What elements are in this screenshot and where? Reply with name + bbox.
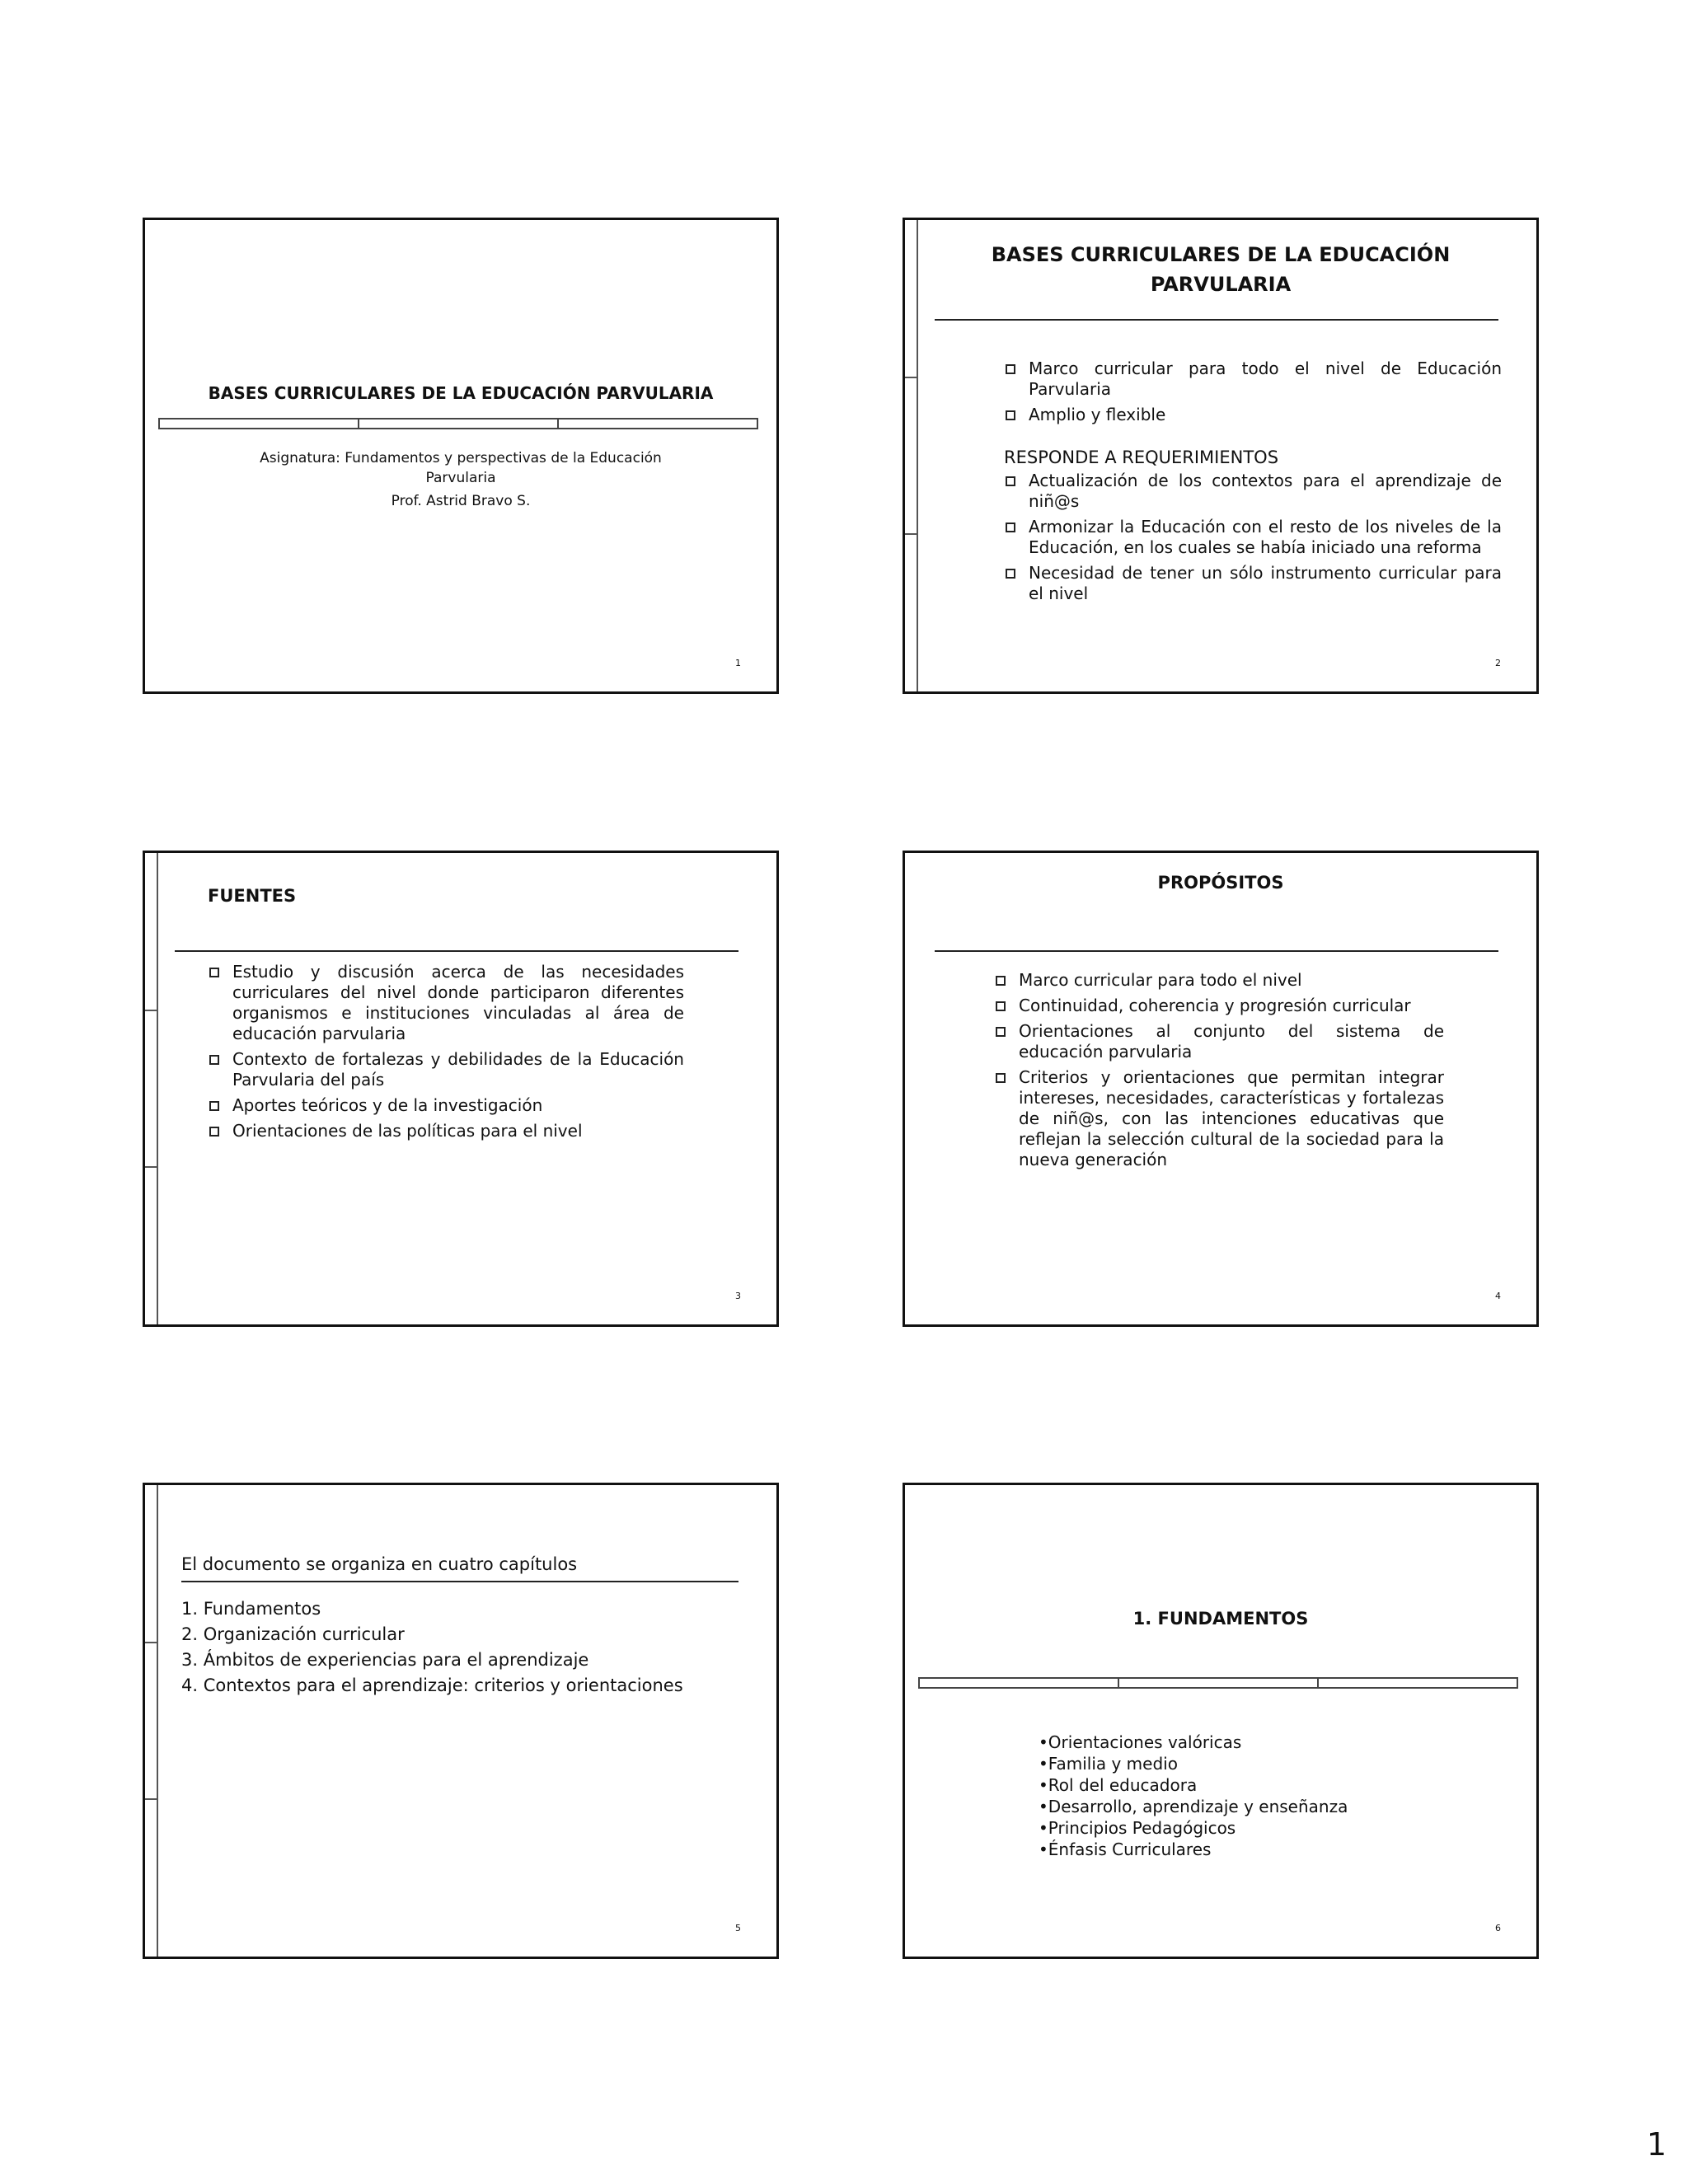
- list-item: 2. Organización curricular: [181, 1624, 405, 1644]
- slide-3: [143, 851, 779, 1327]
- list-item: Armonizar la Educación con el resto de los niveles de la Educación, en los cuales se había iniciado una reforma: [1004, 517, 1502, 558]
- slide-5: [143, 1483, 779, 1959]
- list-item: Continuidad, coherencia y progresión curricular: [994, 996, 1444, 1016]
- slide-number: 6: [1495, 1923, 1501, 1933]
- slide-number: 5: [735, 1923, 741, 1933]
- divider: [935, 950, 1498, 952]
- slide-title: BASES CURRICULARES DE LA EDUCACIÓN: [991, 243, 1451, 266]
- list-item: •Énfasis Curriculares: [1039, 1840, 1212, 1859]
- decorative-bar: [918, 1677, 1518, 1689]
- list-item: Criterios y orientaciones que permitan integrar intereses, necesidades, características y fortalezas de niñ@s, con las intenciones educativas que reflejan la selección cultural de la sociedad para la nueva generación: [994, 1067, 1444, 1170]
- list-item: 4. Contextos para el aprendizaje: criterios y orientaciones: [181, 1675, 683, 1695]
- slide-title: BASES CURRICULARES DE LA EDUCACIÓN PARVULARIA: [208, 383, 714, 403]
- list-item: Amplio y flexible: [1004, 405, 1502, 425]
- list-item: Actualización de los contextos para el aprendizaje de niñ@s: [1004, 471, 1502, 512]
- bullet-list: [1004, 471, 1502, 609]
- list-item: 1. Fundamentos: [181, 1599, 321, 1619]
- list-item: •Desarrollo, aprendizaje y enseñanza: [1039, 1797, 1348, 1816]
- divider: [181, 1581, 738, 1582]
- slide-number: 2: [1495, 658, 1501, 668]
- page-number: 1: [1646, 2126, 1667, 2163]
- slide-1: [143, 218, 779, 694]
- subject-line-2: Parvularia: [425, 470, 496, 486]
- divider: [175, 950, 738, 952]
- divider: [935, 319, 1498, 321]
- slide-title: 1. FUNDAMENTOS: [1132, 1609, 1309, 1629]
- list-item: •Principios Pedagógicos: [1039, 1818, 1236, 1838]
- section-heading: RESPONDE A REQUERIMIENTOS: [1004, 448, 1279, 467]
- slide-number: 3: [735, 1291, 741, 1301]
- list-item: Estudio y discusión acerca de las necesidades curriculares del nivel donde participaron diferentes organismos e instituciones vinculadas al área de educación parvularia: [208, 962, 684, 1044]
- list-item: 3. Ámbitos de experiencias para el aprendizaje: [181, 1650, 589, 1670]
- slide-6: [903, 1483, 1539, 1959]
- slide-number: 1: [735, 658, 741, 668]
- slide-number: 4: [1495, 1291, 1501, 1301]
- list-item: •Orientaciones valóricas: [1039, 1732, 1242, 1752]
- slide-4: [903, 851, 1539, 1327]
- slide-2: [903, 218, 1539, 694]
- slide-title-line-2: PARVULARIA: [1150, 273, 1292, 296]
- list-item: •Rol del educadora: [1039, 1775, 1198, 1795]
- list-item: Aportes teóricos y de la investigación: [208, 1095, 684, 1116]
- list-item: Marco curricular para todo el nivel de Educación Parvularia: [1004, 359, 1502, 400]
- list-item: Marco curricular para todo el nivel: [994, 970, 1444, 991]
- decorative-bar: [158, 418, 758, 429]
- slide-strip: [145, 1485, 158, 1957]
- bullet-list: [208, 962, 684, 1146]
- professor: Prof. Astrid Bravo S.: [391, 493, 531, 509]
- slide-title: PROPÓSITOS: [1157, 873, 1284, 893]
- list-item: Orientaciones de las políticas para el nivel: [208, 1121, 684, 1141]
- list-item: Necesidad de tener un sólo instrumento curricular para el nivel: [1004, 563, 1502, 604]
- list-item: Orientaciones al conjunto del sistema de educación parvularia: [994, 1021, 1444, 1062]
- list-item: Contexto de fortalezas y debilidades de la Educación Parvularia del país: [208, 1049, 684, 1090]
- slide-title: FUENTES: [208, 886, 297, 906]
- bullet-list: [1004, 359, 1502, 430]
- list-item: •Familia y medio: [1039, 1754, 1178, 1774]
- slide-strip: [145, 853, 158, 1324]
- section-heading: El documento se organiza en cuatro capítulos: [181, 1554, 578, 1574]
- subject-line: Asignatura: Fundamentos y perspectivas de la Educación: [260, 450, 662, 466]
- bullet-list: [994, 970, 1444, 1175]
